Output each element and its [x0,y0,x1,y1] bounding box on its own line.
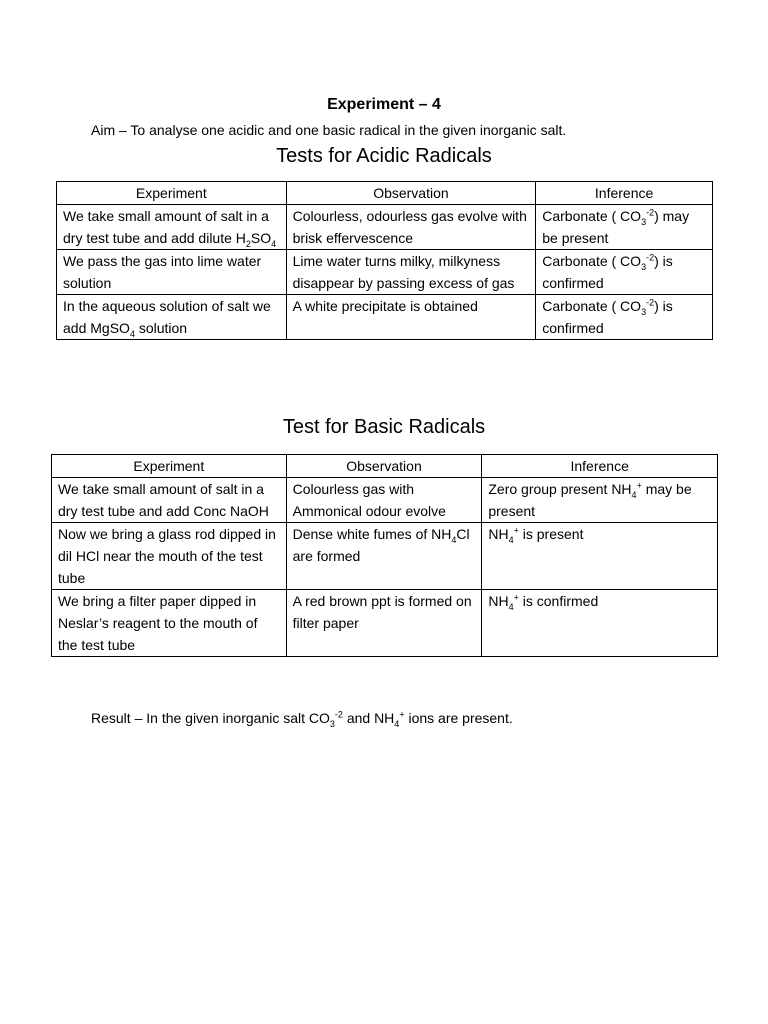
inference-cell: Carbonate ( $CO_3^{-2}$) is confirmed [536,295,713,340]
observation-cell: Dense white fumes of $NH_4Cl$ are formed [286,523,482,590]
experiment-cell: Now we bring a glass rod dipped in dil HCl near the mouth of the test tube [52,523,287,590]
inference-cell: $NH_4^+$ is present [482,523,718,590]
column-header-experiment: Experiment [57,182,287,205]
experiment-cell: We pass the gas into lime water solution [57,250,287,295]
column-header-observation: Observation [286,455,482,478]
basic-radicals-table [51,454,718,657]
column-header-inference: Inference [536,182,713,205]
observation-cell: A white precipitate is obtained [286,295,536,340]
experiment-cell: We take small amount of salt in a dry test tube and add dilute $H_2SO_4$ [57,205,287,250]
column-header-experiment: Experiment [52,455,287,478]
column-header-inference: Inference [482,455,718,478]
table-row [52,523,718,590]
table-header-row [52,455,718,478]
experiment-cell: We take small amount of salt in a dry test tube and add Conc NaOH [52,478,287,523]
table-row [52,478,718,523]
table-row [57,250,713,295]
observation-cell: Colourless gas with Ammonical odour evolve [286,478,482,523]
inference-cell: Carbonate ( $CO_3^{-2}$) is confirmed [536,250,713,295]
table-header-row [57,182,713,205]
basic-radicals-heading: Test for Basic Radicals [282,416,486,438]
inference-cell: $NH_4^+$ is confirmed [482,590,718,657]
inference-cell: Zero group present $NH_4^+$ may be present [482,478,718,523]
observation-cell: A red brown ppt is formed on filter paper [286,590,482,657]
table-row [52,590,718,657]
acidic-radicals-heading: Tests for Acidic Radicals [276,145,492,167]
aim-text: Aim – To analyse one acidic and one basic radical in the given inorganic salt. [91,122,567,138]
observation-cell: Lime water turns milky, milkyness disappear by passing excess of gas [286,250,536,295]
inference-cell: Carbonate ( $CO_3^{-2}$) may be present [536,205,713,250]
table-row [57,295,713,340]
experiment-cell: In the aqueous solution of salt we add MgSO$_4$ solution [57,295,287,340]
result-text: Result – In the given inorganic salt $CO_3^{-2}$ and $NH_4^+$ ions are present. [91,709,513,729]
acidic-radicals-table [56,181,713,340]
observation-cell: Colourless, odourless gas evolve with brisk effervescence [286,205,536,250]
column-header-observation: Observation [286,182,536,205]
experiment-cell: We bring a filter paper dipped in Neslar’s reagent to the mouth of the test tube [52,590,287,657]
table-row [57,205,713,250]
page-title: Experiment – 4 [327,96,441,113]
